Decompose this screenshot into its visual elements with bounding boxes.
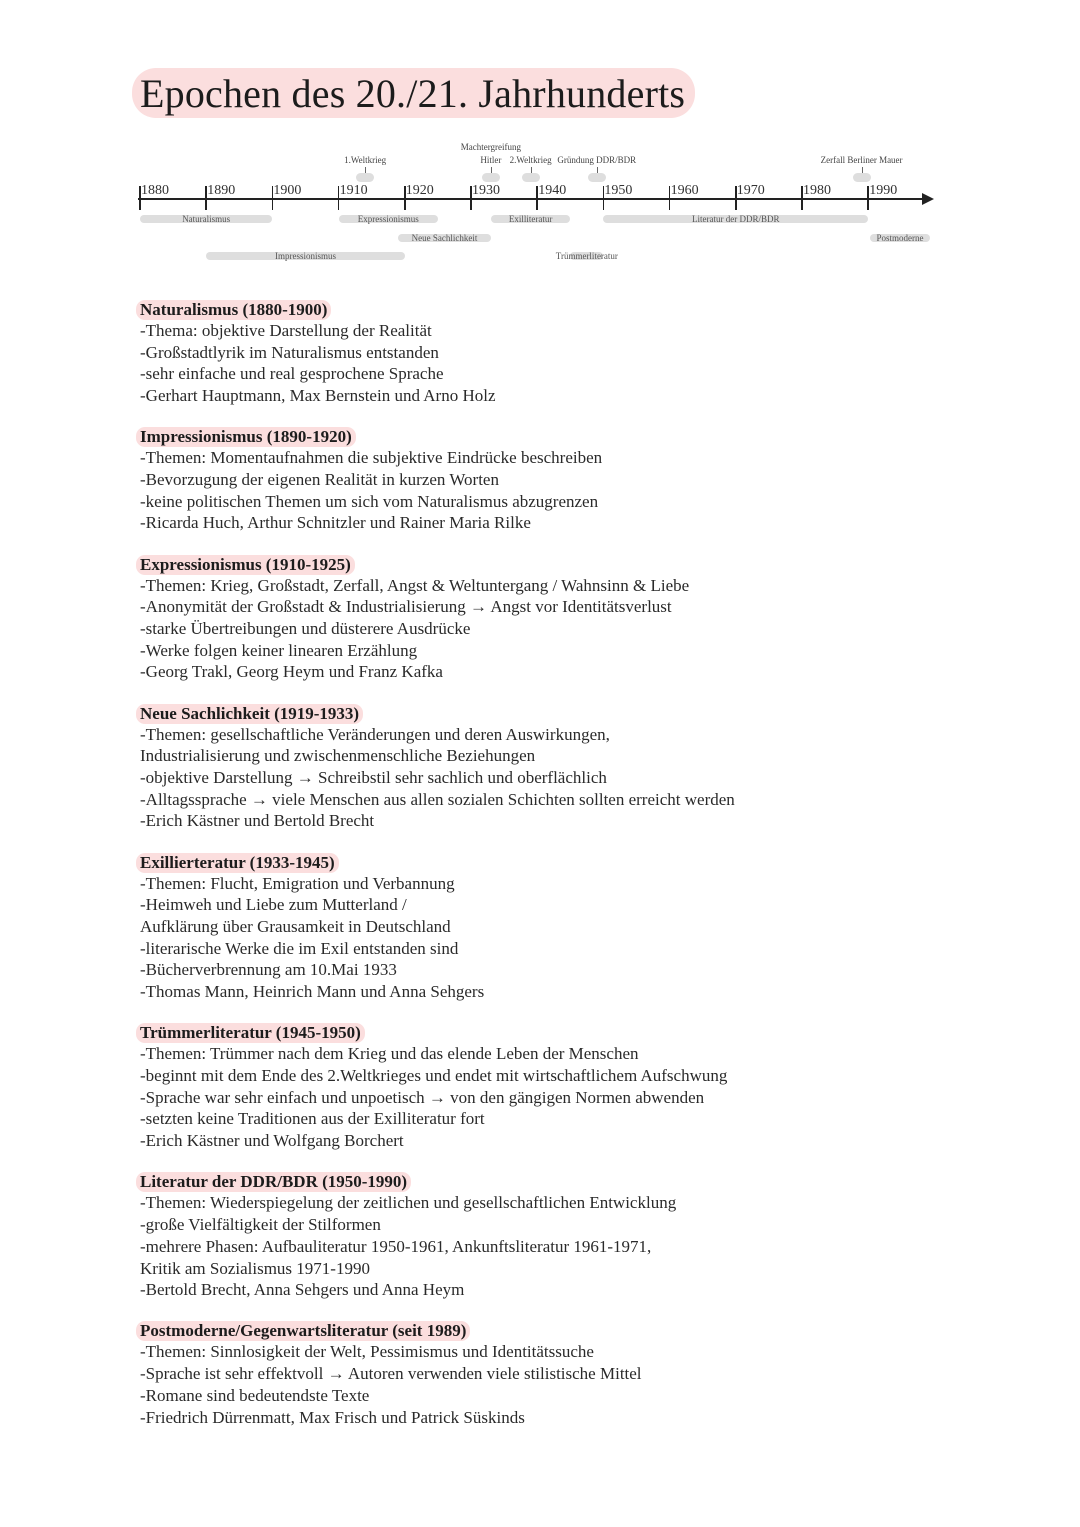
timeline-year-label: 1920 bbox=[405, 183, 434, 198]
timeline-period-label: Literatur der DDR/BDR bbox=[692, 214, 780, 224]
timeline-period-label: Expressionismus bbox=[357, 214, 419, 224]
timeline-event-label: 1.Weltkrieg bbox=[344, 155, 387, 165]
timeline-event-label: Gründung DDR/BDR bbox=[557, 155, 637, 165]
epoch-section bbox=[136, 1172, 936, 1301]
section-line: -Heimweh und Liebe zum Mutterland / bbox=[140, 895, 407, 915]
section-line: -Themen: Momentaufnahmen die subjektive Eindrücke beschreiben bbox=[140, 448, 603, 468]
section-line: -keine politischen Themen um sich vom Naturalismus abzugrenzen bbox=[140, 491, 599, 511]
section-line: -Romane sind bedeutendste Texte bbox=[140, 1385, 370, 1405]
epoch-section bbox=[136, 853, 936, 1003]
section-heading: Expressionismus (1910-1925) bbox=[136, 555, 355, 575]
section-line: -Themen: Wiederspiegelung der zeitlichen und gesellschaftlichen Entwicklung bbox=[140, 1193, 677, 1213]
section-line: -Friedrich Dürrenmatt, Max Frisch und Patrick Süskinds bbox=[140, 1407, 525, 1427]
section-heading: Naturalismus (1880-1900) bbox=[136, 300, 331, 320]
timeline-period-label: Naturalismus bbox=[182, 214, 231, 224]
section-line: -literarische Werke die im Exil entstanden sind bbox=[140, 938, 459, 958]
epoch-section bbox=[136, 704, 936, 833]
epoch-sections bbox=[136, 300, 936, 1449]
section-line: -Bücherverbrennung am 10.Mai 1933 bbox=[140, 960, 397, 980]
timeline-arrow-icon bbox=[922, 193, 934, 205]
timeline-event-label: Zerfall Berliner Mauer bbox=[820, 155, 903, 165]
section-heading: Postmoderne/Gegenwartsliteratur (seit 1989) bbox=[136, 1321, 470, 1341]
timeline-period-label: Neue Sachlichkeit bbox=[411, 233, 478, 243]
section-line: -Themen: Flucht, Emigration und Verbannung bbox=[140, 873, 455, 893]
timeline-event-marker bbox=[588, 173, 606, 182]
section-line: -Erich Kästner und Bertold Brecht bbox=[140, 811, 375, 831]
section-line: Industrialisierung und zwischenmenschliche Beziehungen bbox=[140, 746, 536, 766]
timeline-year-label: 1970 bbox=[736, 183, 765, 198]
section-line: -Erich Kästner und Wolfgang Borchert bbox=[140, 1131, 404, 1151]
timeline-year-label: 1900 bbox=[273, 183, 302, 198]
section-heading: Impressionismus (1890-1920) bbox=[136, 427, 356, 447]
timeline-event-label: Machtergreifung bbox=[460, 142, 522, 152]
timeline-year-label: 1930 bbox=[472, 183, 500, 198]
section-line: -Großstadtlyrik im Naturalismus entstanden bbox=[140, 342, 439, 362]
timeline-event-label: 2.Weltkrieg bbox=[509, 155, 552, 165]
timeline-year-label: 1960 bbox=[670, 183, 699, 198]
timeline-period-label: Postmoderne bbox=[876, 233, 924, 243]
timeline-year-label: 1890 bbox=[207, 183, 236, 198]
section-line: -beginnt mit dem Ende des 2.Weltkrieges und endet mit wirtschaftlichem Aufschwung bbox=[140, 1066, 728, 1086]
timeline-year-label: 1980 bbox=[803, 183, 831, 198]
epoch-section bbox=[136, 555, 936, 684]
page-title: Epochen des 20./21. Jahrhunderts bbox=[132, 68, 695, 118]
section-line: -Thema: objektive Darstellung der Realität bbox=[140, 321, 432, 340]
section-heading: Neue Sachlichkeit (1919-1933) bbox=[136, 704, 363, 724]
section-line: -Themen: Trümmer nach dem Krieg und das elende Leben der Menschen bbox=[140, 1044, 639, 1064]
timeline-event-label: Hitler bbox=[480, 155, 502, 165]
timeline-period-label: Trümmerliteratur bbox=[555, 251, 618, 261]
section-line: -Anonymität der Großstadt & Industrialisierung → Angst vor Identitätsverlust bbox=[140, 597, 672, 617]
section-line: -Georg Trakl, Georg Heym und Franz Kafka bbox=[140, 662, 443, 682]
timeline-year-label: 1990 bbox=[869, 183, 898, 198]
section-line: -Werke folgen keiner linearen Erzählung bbox=[140, 640, 418, 660]
section-line: -Ricarda Huch, Arthur Schnitzler und Rainer Maria Rilke bbox=[140, 513, 531, 533]
timeline-year-label: 1880 bbox=[141, 183, 169, 198]
epoch-section bbox=[136, 300, 936, 407]
timeline-event-marker bbox=[853, 173, 871, 182]
section-line: -große Vielfältigkeit der Stilformen bbox=[140, 1215, 381, 1235]
timeline-year-label: 1940 bbox=[538, 183, 567, 198]
section-line: -setzten keine Traditionen aus der Exilliteratur fort bbox=[140, 1109, 485, 1129]
section-line: -sehr einfache und real gesprochene Sprache bbox=[140, 364, 444, 384]
section-line: -Bevorzugung der eigenen Realität in kurzen Worten bbox=[140, 470, 499, 490]
section-line: -Bertold Brecht, Anna Sehgers und Anna Heym bbox=[140, 1280, 465, 1300]
section-line: -Themen: Sinnlosigkeit der Welt, Pessimismus und Identitätssuche bbox=[140, 1342, 594, 1362]
section-line: -Thomas Mann, Heinrich Mann und Anna Sehgers bbox=[140, 982, 485, 1002]
timeline-period-label: Impressionismus bbox=[274, 251, 337, 261]
section-line: Kritik am Sozialismus 1971-1990 bbox=[140, 1258, 370, 1278]
section-line: Aufklärung über Grausamkeit in Deutschland bbox=[140, 917, 451, 937]
title-wrapper bbox=[132, 68, 695, 118]
timeline-period-label: Exilliteratur bbox=[508, 214, 553, 224]
timeline-event-marker bbox=[522, 173, 540, 182]
section-line: -objektive Darstellung → Schreibstil sehr sachlich und oberflächlich bbox=[140, 768, 607, 788]
section-line: -Sprache war sehr einfach und unpoetisch → von den gängigen Normen abwenden bbox=[140, 1087, 705, 1107]
epoch-section bbox=[136, 1321, 936, 1428]
section-line: -Themen: Krieg, Großstadt, Zerfall, Angst & Weltuntergang / Wahnsinn & Liebe bbox=[140, 575, 690, 595]
section-line: -mehrere Phasen: Aufbauliteratur 1950-1961, Ankunftsliteratur 1961-1971, bbox=[140, 1236, 652, 1256]
epoch-timeline bbox=[130, 140, 940, 270]
section-line: -Gerhart Hauptmann, Max Bernstein und Arno Holz bbox=[140, 386, 496, 406]
section-heading: Literatur der DDR/BDR (1950-1990) bbox=[136, 1172, 411, 1192]
timeline-event-marker bbox=[356, 173, 374, 182]
epoch-section bbox=[136, 1023, 936, 1152]
section-line: -starke Übertreibungen und düsterere Ausdrücke bbox=[140, 619, 471, 639]
timeline-event-marker bbox=[482, 173, 500, 182]
timeline-year-label: 1910 bbox=[339, 183, 368, 198]
epoch-section bbox=[136, 427, 936, 534]
section-heading: Trümmerliteratur (1945-1950) bbox=[136, 1023, 365, 1043]
section-line: -Sprache ist sehr effektvoll → Autoren verwenden viele stilistische Mittel bbox=[140, 1364, 642, 1384]
section-heading: Exillierteratur (1933-1945) bbox=[136, 853, 339, 873]
section-line: -Themen: gesellschaftliche Veränderungen und deren Auswirkungen, bbox=[140, 724, 610, 744]
timeline-year-label: 1950 bbox=[604, 183, 633, 198]
section-line: -Alltagssprache → viele Menschen aus allen sozialen Schichten sollten erreicht werden bbox=[140, 789, 735, 809]
